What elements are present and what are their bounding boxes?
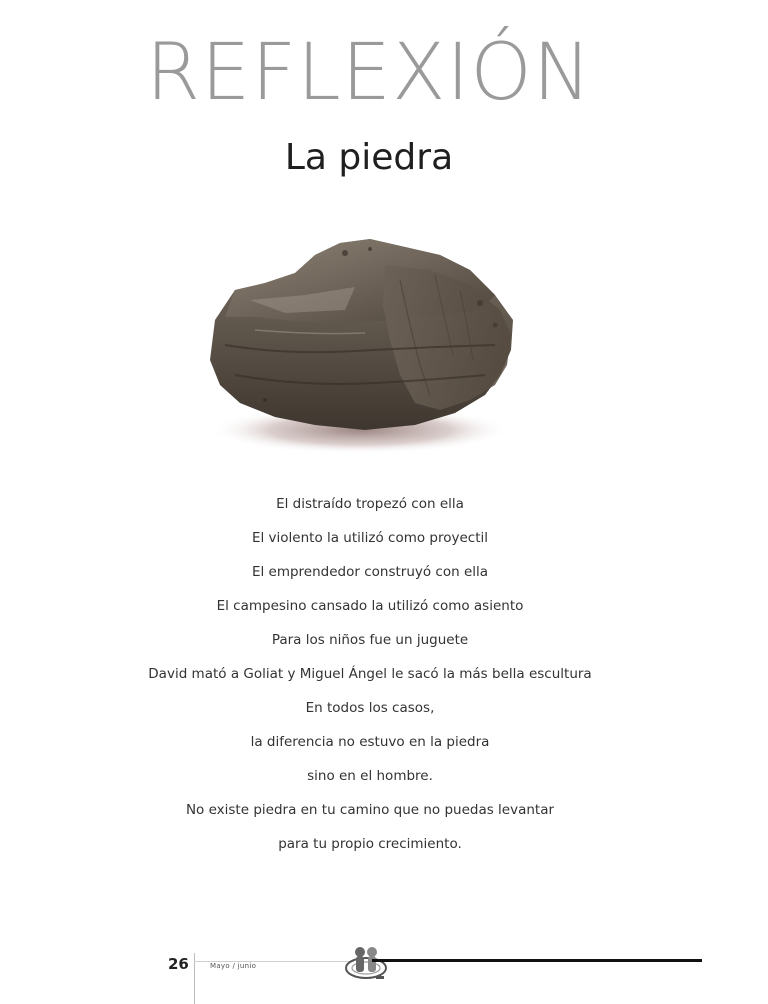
page-number: 26: [168, 955, 189, 973]
poem-line: El campesino cansado la utilizó como asiento: [216, 598, 524, 614]
poem-line: El emprendedor construyó con ella: [251, 564, 489, 580]
poem-line: sino en el hombre.: [307, 768, 433, 784]
poem-line: El violento la utilizó como proyectil: [251, 530, 489, 546]
stone-pit: [493, 323, 498, 328]
poem: [0, 487, 740, 861]
page-footer: [0, 935, 768, 1004]
stone-pit: [477, 300, 483, 306]
poem-line: David mató a Goliat y Miguel Ángel le sacó la más bella escultura: [148, 666, 592, 682]
stone-pit: [263, 398, 267, 402]
poem-line: la diferencia no estuvo en la piedra: [250, 734, 490, 750]
issue-label: Mayo / junio: [210, 962, 257, 970]
publication-logo-icon: [342, 940, 390, 986]
poem-line: El distraído tropezó con ella: [276, 496, 464, 512]
article-title: La piedra: [284, 137, 454, 178]
poem-line: No existe piedra en tu camino que no puedas levantar: [185, 802, 555, 818]
stone-pit: [342, 250, 348, 256]
footer-rule: [372, 959, 702, 962]
poem-line: para tu propio crecimiento.: [278, 836, 462, 852]
stone-pit: [368, 247, 372, 251]
section-title: REFLEXIÓN: [145, 28, 593, 118]
stone-illustration: [195, 225, 535, 470]
poem-line: En todos los casos,: [305, 700, 435, 716]
poem-line: Para los niños fue un juguete: [271, 632, 469, 648]
